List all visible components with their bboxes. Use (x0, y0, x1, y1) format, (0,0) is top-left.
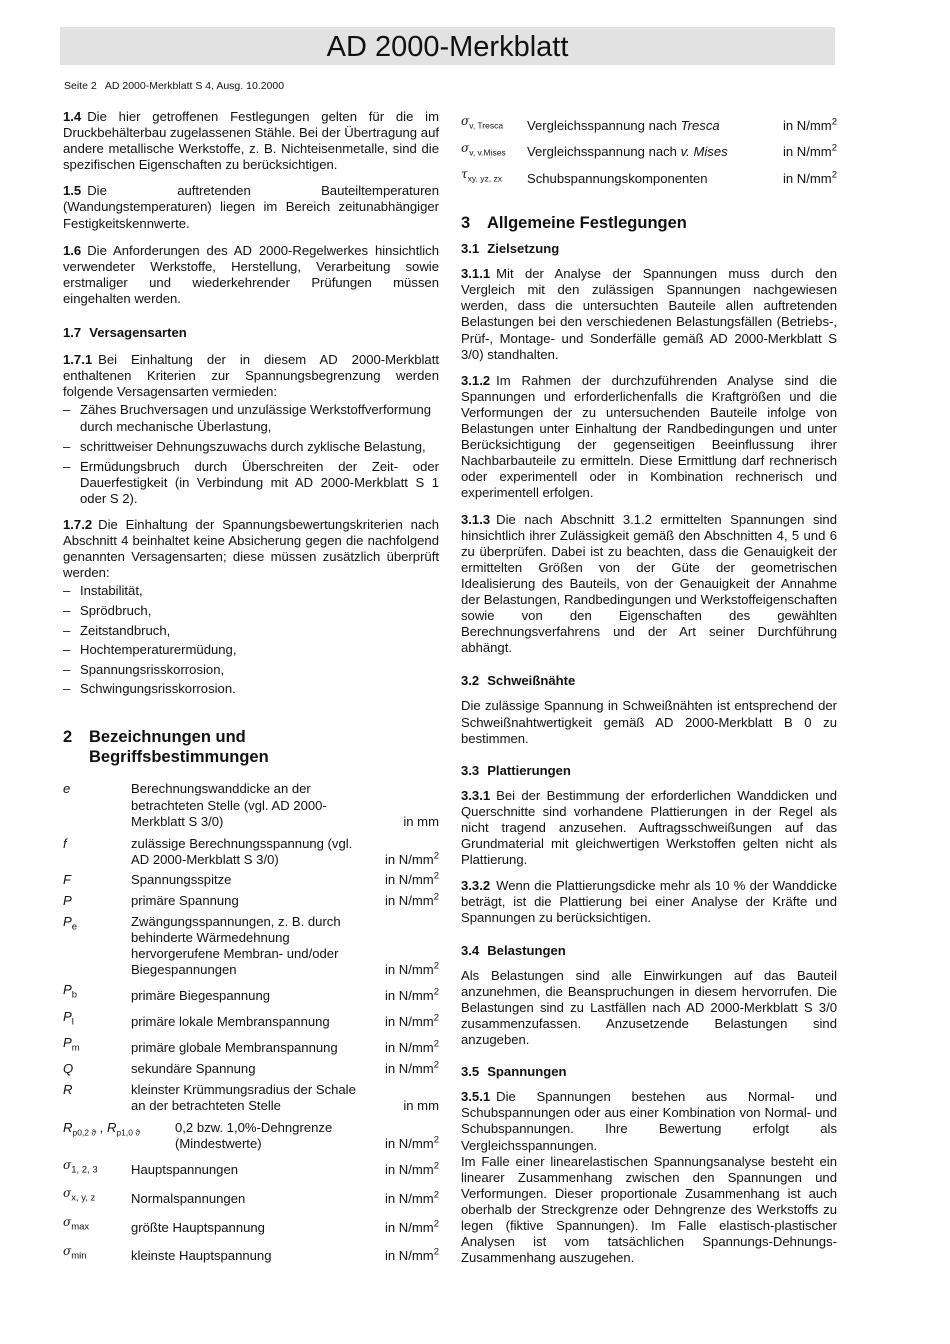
symbol-separator: , (96, 1119, 107, 1135)
right-column (461, 109, 837, 1276)
unit-exponent: 2 (433, 960, 439, 972)
heading-text: Zielsetzung (487, 241, 560, 257)
section-number: 1.5 (63, 183, 82, 199)
symbol-row-F (63, 872, 439, 888)
section-number: 3.1.1 (461, 266, 491, 282)
symbol-row-Pl (63, 1009, 439, 1031)
section-number: 3.1.3 (461, 511, 491, 527)
symbol-unit (377, 1191, 439, 1207)
heading-text: Belastungen (487, 942, 566, 958)
unit-text: in N/mm (782, 171, 832, 187)
symbol (63, 1035, 131, 1057)
symbol-description: zulässige Berechnungsspannung (vgl. AD 2000-Merkblatt S 3/0) (131, 835, 353, 867)
heading-3-4 (461, 943, 837, 959)
paragraph-text: Die hier getroffenen Festlegungen gelten für die im Druckbehälterbau zugelassenen Stähle. Bei der Übertragung auf andere metallische Werkstoffe, z. B. Nichteisenmetalle, sind die spezifischen Eigenschaften zu berücksichtigen. (63, 109, 439, 173)
symbol-unit (377, 1098, 439, 1114)
heading-text: Schweißnähte (487, 673, 576, 689)
symbol-description: primäre globale Membranspannung (131, 1040, 338, 1056)
heading-3-2 (461, 673, 837, 689)
symbol-description: Spannungsspitze (131, 872, 232, 888)
symbol-unit (775, 171, 837, 187)
symbol-subscript: min (71, 1250, 87, 1262)
unit-text: in N/mm (782, 117, 832, 133)
symbol-description: 0,2 bzw. 1,0%-Dehngrenze (Mindestwerte) (175, 1119, 333, 1151)
symbol-letter: Q (63, 1061, 74, 1077)
unit-exponent: 2 (433, 1059, 439, 1071)
symbol (63, 1120, 175, 1141)
symbol-subscript: xy, yz, zx (467, 174, 502, 185)
heading-2 (63, 727, 439, 767)
symbol-letter: σ (63, 1243, 72, 1258)
paragraph-3-5-1 (461, 1089, 837, 1153)
section-number: 3.5.1 (461, 1089, 491, 1105)
symbol-letter: P (63, 892, 72, 908)
unit-text: in N/mm (384, 1040, 434, 1056)
section-number: 3.3 (461, 762, 480, 778)
paragraph-text: Wenn die Plattierungsdicke mehr als 10 % der Wanddicke beträgt, ist die Plattierung bei einer Analyse der Kräfte und Spannungen zu berücksichtigen. (461, 878, 837, 926)
paragraph-text: Als Belastungen sind alle Einwirkungen auf das Bauteil anzunehmen, die Beanspruchungen in diesem hervorrufen. Die Belastungen sind zu Lastfällen nach AD 2000-Merkblatt S 3/0 zusammenzufassen. Anzusetzende Belastungen sind anzugeben. (461, 967, 837, 1048)
symbol-row-Pb (63, 982, 439, 1004)
symbol-letter: R (63, 1081, 73, 1097)
unit-text: in N/mm (384, 961, 434, 977)
symbol-letter: e (63, 781, 71, 797)
unit-exponent: 2 (433, 891, 439, 903)
symbol-description: kleinster Krümmungsradius der Schale an der betrachteten Stelle (131, 1081, 356, 1113)
description-text: Vergleichsspannung nach (527, 117, 681, 133)
unit-exponent: 2 (433, 1246, 439, 1258)
unit-exponent: 2 (433, 1189, 439, 1201)
symbol-row-Pm (63, 1035, 439, 1057)
section-number: 2 (63, 728, 73, 747)
heading-text: Plattierungen (487, 762, 571, 778)
description-text: Schubspannungskomponenten (527, 171, 708, 187)
left-column (63, 109, 439, 1269)
symbol-subscript: b (71, 990, 78, 1002)
unit-text: in N/mm (384, 892, 434, 908)
symbol-row-tau (461, 166, 837, 187)
symbol-subscript: e (71, 921, 78, 933)
symbol-unit (377, 1220, 439, 1236)
symbol-letter: P (63, 913, 72, 929)
symbol-description: kleinste Hauptspannung (131, 1248, 272, 1264)
unit-text: in N/mm (384, 1248, 434, 1264)
section-number: 3.1 (461, 241, 480, 257)
symbol-letter: R (63, 1119, 73, 1135)
symbol (63, 1061, 131, 1077)
paragraph-3-5-1-continued (461, 1154, 837, 1267)
unit-exponent: 2 (831, 116, 837, 128)
paragraph-text: Die auftretenden Bauteiltemperaturen (Wandungstemperaturen) liegen im Bereich zeitunabhängiger Festigkeitskennwerte. (63, 183, 439, 231)
symbol-row-sigma-mises (461, 140, 837, 161)
list-item: – Zeitstandbruch, (63, 623, 439, 639)
heading-3-5 (461, 1064, 837, 1080)
heading-text: Bezeichnungen und Begriffsbestimmungen (89, 728, 269, 767)
symbol-table (63, 781, 439, 1264)
symbol-unit (775, 118, 837, 134)
symbol-subscript: m (71, 1042, 80, 1054)
symbol-subscript: v, v.Mises (469, 147, 506, 158)
symbol-letter: σ (461, 140, 470, 155)
unit-text: in N/mm (384, 1219, 434, 1235)
symbol-row-sigma-max (63, 1214, 439, 1236)
symbol-unit (377, 872, 439, 888)
document-title-banner (60, 27, 835, 65)
symbol-letter: P (63, 1034, 72, 1050)
section-number: 3.4 (461, 942, 480, 958)
symbol (63, 1082, 131, 1098)
heading-3 (461, 213, 837, 233)
list-item: – Spannungsrisskorrosion, (63, 662, 439, 678)
section-number: 1.7.1 (63, 352, 93, 368)
symbol-description: primäre lokale Membranspannung (131, 1014, 330, 1030)
section-number: 3.5 (461, 1064, 480, 1080)
unit-text: in N/mm (384, 1061, 434, 1077)
symbol-letter: F (63, 872, 71, 888)
symbol-description: Berechnungswanddicke an der betrachteten Stelle (vgl. AD 2000-Merkblatt S 3/0) (131, 781, 327, 829)
symbol (63, 872, 131, 888)
paragraph-text: Die Anforderungen des AD 2000-Regelwerkes hinsichtlich verwendeter Werkstoffe, Herstellung, Verarbeitung sowie erstmaliger und wiederkehrender Prüfungen müssen eingehalten werden. (63, 242, 439, 306)
symbol-unit (377, 893, 439, 909)
symbol-row-R (63, 1082, 439, 1114)
symbol-subscript: p0,2 ϑ (72, 1127, 97, 1138)
symbol-description: größte Hauptspannung (131, 1219, 265, 1235)
paragraph-text: Die zulässige Spannung in Schweißnähten ist entsprechend der Schweißnahtwertigkeit gemäß AD 2000-Merkblatt B 0 zu bestimmen. (461, 698, 837, 746)
symbol-subscript: p1,0 ϑ (116, 1127, 140, 1138)
symbol-unit (377, 1162, 439, 1178)
unit-exponent: 2 (433, 986, 439, 998)
symbol (63, 982, 131, 1004)
symbol-table-continued (461, 113, 837, 187)
symbol-description: primäre Biegespannung (131, 988, 271, 1004)
section-number: 1.6 (63, 242, 82, 258)
symbol-row-e (63, 781, 439, 829)
symbol-description: Zwängungsspannungen, z. B. durch behinderte Wärmedehnung hervorgerufene Membran- und/oder Biegespannungen (131, 913, 341, 977)
paragraph-1-7-2 (63, 517, 439, 581)
symbol-unit (377, 814, 439, 830)
failure-modes-list (63, 402, 439, 507)
section-number: 1.4 (63, 109, 82, 124)
symbol (63, 893, 131, 909)
symbol-unit (377, 1248, 439, 1264)
description-emphasis: v. Mises (680, 144, 728, 160)
document-title: AD 2000-Merkblatt (326, 31, 569, 63)
paragraph-1-6 (63, 243, 439, 307)
paragraph-text: Im Falle einer linearelastischen Spannungsanalyse besteht ein linearer Zusammenhang zwischen den Spannungen und Verformungen. Dieser proportionale Zusammenhang ist auch oberhalb der Streckgrenze oder Dehngrenze des Werkstoffs zu legen (fiktive Spannungen). Im Falle elastisch-plastischer Analysen ist vom tatsächlichen Spannungs-Dehnungs-Zusammenhang auszugehen. (461, 1153, 837, 1266)
paragraph-text: Die Spannungen bestehen aus Normal- und Schubspannungen oder aus einer Kombination von Normal- und Schubspannungen. Ihre Bewertung erfolgt als Vergleichsspannungen. (461, 1089, 837, 1153)
additional-failure-modes-list (63, 583, 439, 697)
symbol (461, 140, 527, 161)
paragraph-1-4 (63, 109, 439, 173)
symbol-description: Hauptspannungen (131, 1162, 239, 1178)
symbol-letter: τ (461, 167, 468, 182)
description-text: Vergleichsspannung nach (527, 144, 681, 160)
symbol (63, 1009, 131, 1031)
paragraph-text: Im Rahmen der durchzuführenden Analyse sind die Spannungen und erforderlichenfalls die Kraftgrößen und die Verformungen der zu untersuchenden Bauteile infolge von Belastungen unter Einhaltung der Randbedingungen und unter Berücksichtigung der gegenseitigen Beeinflussung ihrer Nachbarbauteile zu ermitteln. Diese Ermittlung darf rechnerisch oder experimentell oder in Kombination rechnerisch und experimentell erfolgen. (461, 372, 837, 501)
symbol-unit (377, 1136, 439, 1152)
unit-exponent: 2 (831, 142, 837, 154)
unit-text: in mm (403, 813, 439, 829)
symbol-letter: R (106, 1119, 117, 1135)
unit-text: in N/mm (782, 144, 832, 160)
symbol-letter: P (63, 1008, 72, 1024)
unit-exponent: 2 (433, 1218, 439, 1230)
symbol (461, 166, 527, 187)
paragraph-3-1-2 (461, 373, 837, 502)
unit-text: in N/mm (384, 851, 434, 867)
symbol-subscript: 1, 2, 3 (71, 1164, 98, 1176)
description-emphasis: Tresca (680, 117, 720, 133)
heading-1-7 (63, 325, 439, 341)
running-header: Seite 2 AD 2000-Merkblatt S 4, Ausg. 10.2000 (64, 80, 285, 92)
section-number: 1.7 (63, 325, 82, 341)
heading-text: Spannungen (487, 1064, 567, 1080)
symbol-letter: σ (63, 1214, 72, 1229)
paragraph-3-3-2 (461, 878, 837, 926)
symbol-description (527, 144, 775, 160)
list-item: – Ermüdungsbruch durch Überschreiten der Zeit- oder Dauerfestigkeit (in Verbindung mit AD 2000-Merkblatt S 1 oder S 2). (63, 459, 439, 507)
symbol (63, 781, 131, 797)
paragraph-text: Bei Einhaltung der in diesem AD 2000-Merkblatt enthaltenen Kriterien zur Spannungsbegrenzung werden folgende Versagensarten vermieden: (63, 352, 439, 400)
symbol (461, 113, 527, 134)
section-number: 3.3.2 (461, 878, 491, 894)
symbol-row-sigma-min (63, 1243, 439, 1265)
symbol-subscript: x, y, z (71, 1192, 96, 1204)
unit-exponent: 2 (831, 169, 837, 181)
section-number: 3.2 (461, 673, 480, 689)
section-number: 1.7.2 (63, 516, 93, 532)
paragraph-1-5 (63, 183, 439, 231)
unit-exponent: 2 (433, 850, 439, 862)
symbol-description: Normalspannungen (131, 1190, 246, 1206)
unit-text: in N/mm (384, 1135, 434, 1151)
paragraph-3-4 (461, 968, 837, 1048)
paragraph-3-1-1 (461, 266, 837, 363)
symbol (63, 914, 131, 936)
symbol-unit (377, 1040, 439, 1056)
unit-exponent: 2 (433, 871, 439, 883)
symbol-unit (377, 852, 439, 868)
symbol (63, 836, 131, 852)
symbol-row-Pe (63, 914, 439, 978)
symbol-subscript: max (71, 1221, 90, 1233)
unit-exponent: 2 (433, 1012, 439, 1024)
unit-text: in N/mm (384, 872, 434, 888)
symbol (63, 1214, 131, 1236)
heading-3-1 (461, 241, 837, 257)
symbol-letter: σ (63, 1157, 72, 1172)
unit-text: in N/mm (384, 988, 434, 1004)
paragraph-3-3-1 (461, 788, 837, 868)
paragraph-3-2 (461, 698, 837, 746)
symbol-unit (377, 1061, 439, 1077)
symbol-description (527, 171, 775, 187)
symbol-description: primäre Spannung (131, 892, 239, 908)
paragraph-3-1-3 (461, 512, 837, 657)
symbol-unit (377, 962, 439, 978)
symbol (63, 1185, 131, 1207)
paragraph-text: Mit der Analyse der Spannungen muss durch den Vergleich mit den zulässigen Spannungen nachgewiesen werden, dass die untersuchten Bauteile allen auftretenden Belastungen bei den verschiedenen Belastungsfällen (Betriebs-, Prüf-, Montage- und Sonderfälle gemäß AD 2000-Merkblatt S 3/0) standhalten. (461, 266, 837, 362)
symbol-unit (377, 1014, 439, 1030)
section-number: 3 (461, 214, 471, 233)
paragraph-text: Bei der Bestimmung der erforderlichen Wanddicken und Querschnitte sind vorhandene Plattierungen in der Regel als nicht tragend anzusehen. Auftragsschweißungen auf das Grundmaterial mit gleichwertigen Werkstoffen gelten nicht als Plattierung. (461, 787, 837, 868)
symbol (63, 1243, 131, 1265)
symbol-description (527, 118, 775, 134)
symbol-row-P (63, 893, 439, 909)
section-number: 3.1.2 (461, 372, 491, 388)
heading-text: Versagensarten (89, 325, 187, 341)
symbol-row-sigma-xyz (63, 1185, 439, 1207)
unit-text: in N/mm (384, 1014, 434, 1030)
symbol (63, 1157, 131, 1179)
unit-text: in N/mm (384, 1162, 434, 1178)
unit-text: in N/mm (384, 1190, 434, 1206)
section-number: 3.3.1 (461, 787, 491, 803)
symbol-unit (377, 988, 439, 1004)
symbol-letter: σ (63, 1186, 72, 1201)
symbol-letter: σ (461, 114, 470, 128)
list-item: – Hochtemperaturermüdung, (63, 642, 439, 658)
symbol-subscript: l (71, 1016, 74, 1028)
symbol-letter: P (63, 982, 72, 998)
heading-text: Allgemeine Festlegungen (487, 214, 687, 233)
paragraph-text: Die Einhaltung der Spannungsbewertungskriterien nach Abschnitt 4 beinhaltet keine Absicherung gegen die nachfolgend genannten Versagensarten; diese müssen zusätzlich überprüft werden: (63, 516, 439, 581)
symbol-subscript: v, Tresca (469, 120, 504, 131)
unit-exponent: 2 (433, 1160, 439, 1172)
list-item: – Schwingungsrisskorrosion. (63, 681, 439, 697)
symbol-row-Q (63, 1061, 439, 1077)
symbol-row-sigma-123 (63, 1157, 439, 1179)
unit-exponent: 2 (433, 1134, 439, 1146)
list-item: – Zähes Bruchversagen und unzulässige Werkstoffverformung durch mechanische Überlastung, (63, 402, 439, 434)
symbol-row-f (63, 836, 439, 868)
symbol-letter: f (63, 835, 67, 851)
list-item: – Sprödbruch, (63, 603, 439, 619)
paragraph-text: Die nach Abschnitt 3.1.2 ermittelten Spannungen sind hinsichtlich ihrer Zulässigkeit gemäß den Abschnitten 4, 5 und 6 zu überprüfen. Dabei ist zu beachten, dass die Genauigkeit der ermittelten Größen von der Güte der geometrischen Idealisierung des Bauteils, von der Genauigkeit der Annahme der Belastungen, Randbedingungen und Werkstoffeigenschaften sowie von den Eigenschaften des gewählten Berechnungsverfahrens und der Art seiner Durchführung abhängt. (461, 511, 837, 656)
paragraph-1-7-1 (63, 352, 439, 400)
list-item: – Instabilität, (63, 583, 439, 599)
symbol-row-Rp (63, 1120, 439, 1152)
unit-exponent: 2 (433, 1039, 439, 1051)
heading-3-3 (461, 763, 837, 779)
unit-text: in mm (403, 1097, 439, 1113)
symbol-row-sigma-tresca (461, 113, 837, 134)
symbol-description: sekundäre Spannung (131, 1061, 256, 1077)
symbol-unit (775, 144, 837, 160)
list-item: – schrittweiser Dehnungszuwachs durch zyklische Belastung, (63, 439, 439, 455)
